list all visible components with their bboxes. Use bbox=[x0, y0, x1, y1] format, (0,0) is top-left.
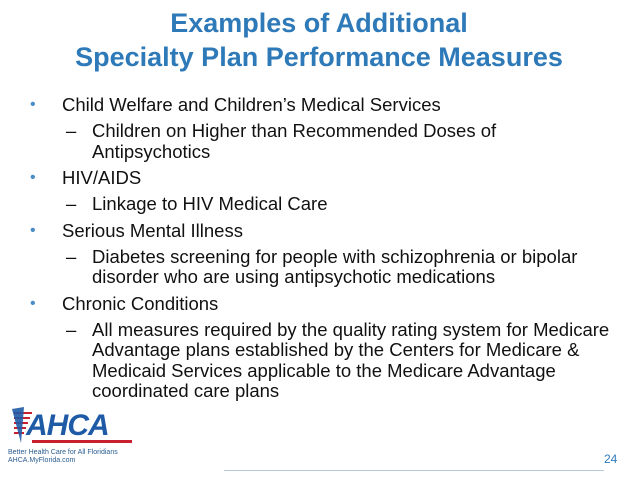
slide-title bbox=[0, 6, 638, 74]
bullet-item bbox=[26, 94, 626, 116]
ahca-logo bbox=[8, 403, 158, 471]
title-line-2: Specialty Plan Performance Measures bbox=[75, 42, 563, 72]
bullet-text: Child Welfare and Children’s Medical Services bbox=[62, 94, 441, 115]
sub-bullet-item bbox=[26, 320, 626, 402]
logo-text: AHCA bbox=[26, 409, 109, 442]
bullet-text: Chronic Conditions bbox=[62, 292, 219, 314]
bullet-dot-icon: • bbox=[30, 169, 36, 186]
bullet-item bbox=[26, 220, 626, 242]
bullet-text: HIV/AIDS bbox=[62, 167, 142, 188]
bullet-item bbox=[26, 167, 626, 189]
page-number: 24 bbox=[604, 452, 618, 466]
logo-tagline-1: Better Health Care for All Floridians bbox=[8, 449, 118, 456]
bullet-list bbox=[26, 94, 626, 407]
sub-bullet-item bbox=[26, 247, 626, 288]
title-line-1: Examples of Additional bbox=[170, 8, 468, 38]
sub-bullet-text: Children on Higher than Recommended Doses of Antipsychotics bbox=[92, 120, 497, 162]
footer-divider bbox=[224, 470, 604, 471]
bullet-dot-icon: • bbox=[30, 96, 36, 113]
logo-tagline bbox=[8, 449, 118, 465]
logo-tagline-2: AHCA.MyFlorida.com bbox=[8, 457, 76, 464]
sub-bullet-text: All measures required by the quality rating system for Medicare Advantage plans established by the Centers for Medicare & Medicaid Services applicable to the Medicare Advantage coordinated care plans bbox=[92, 318, 610, 401]
sub-bullet-item bbox=[26, 121, 626, 162]
sub-bullet-item bbox=[26, 194, 626, 215]
bullet-item bbox=[26, 293, 626, 315]
bullet-text: Serious Mental Illness bbox=[62, 219, 243, 241]
bullet-dot-icon: • bbox=[30, 221, 36, 239]
dash-icon: – bbox=[66, 120, 77, 141]
sub-bullet-text: Linkage to HIV Medical Care bbox=[92, 193, 328, 214]
dash-icon: – bbox=[66, 245, 77, 267]
dash-icon: – bbox=[66, 318, 77, 340]
sub-bullet-text: Diabetes screening for people with schizophrenia or bipolar disorder who are using antipsychotic medications bbox=[92, 245, 578, 287]
dash-icon: – bbox=[66, 193, 77, 214]
bullet-dot-icon: • bbox=[30, 294, 36, 312]
